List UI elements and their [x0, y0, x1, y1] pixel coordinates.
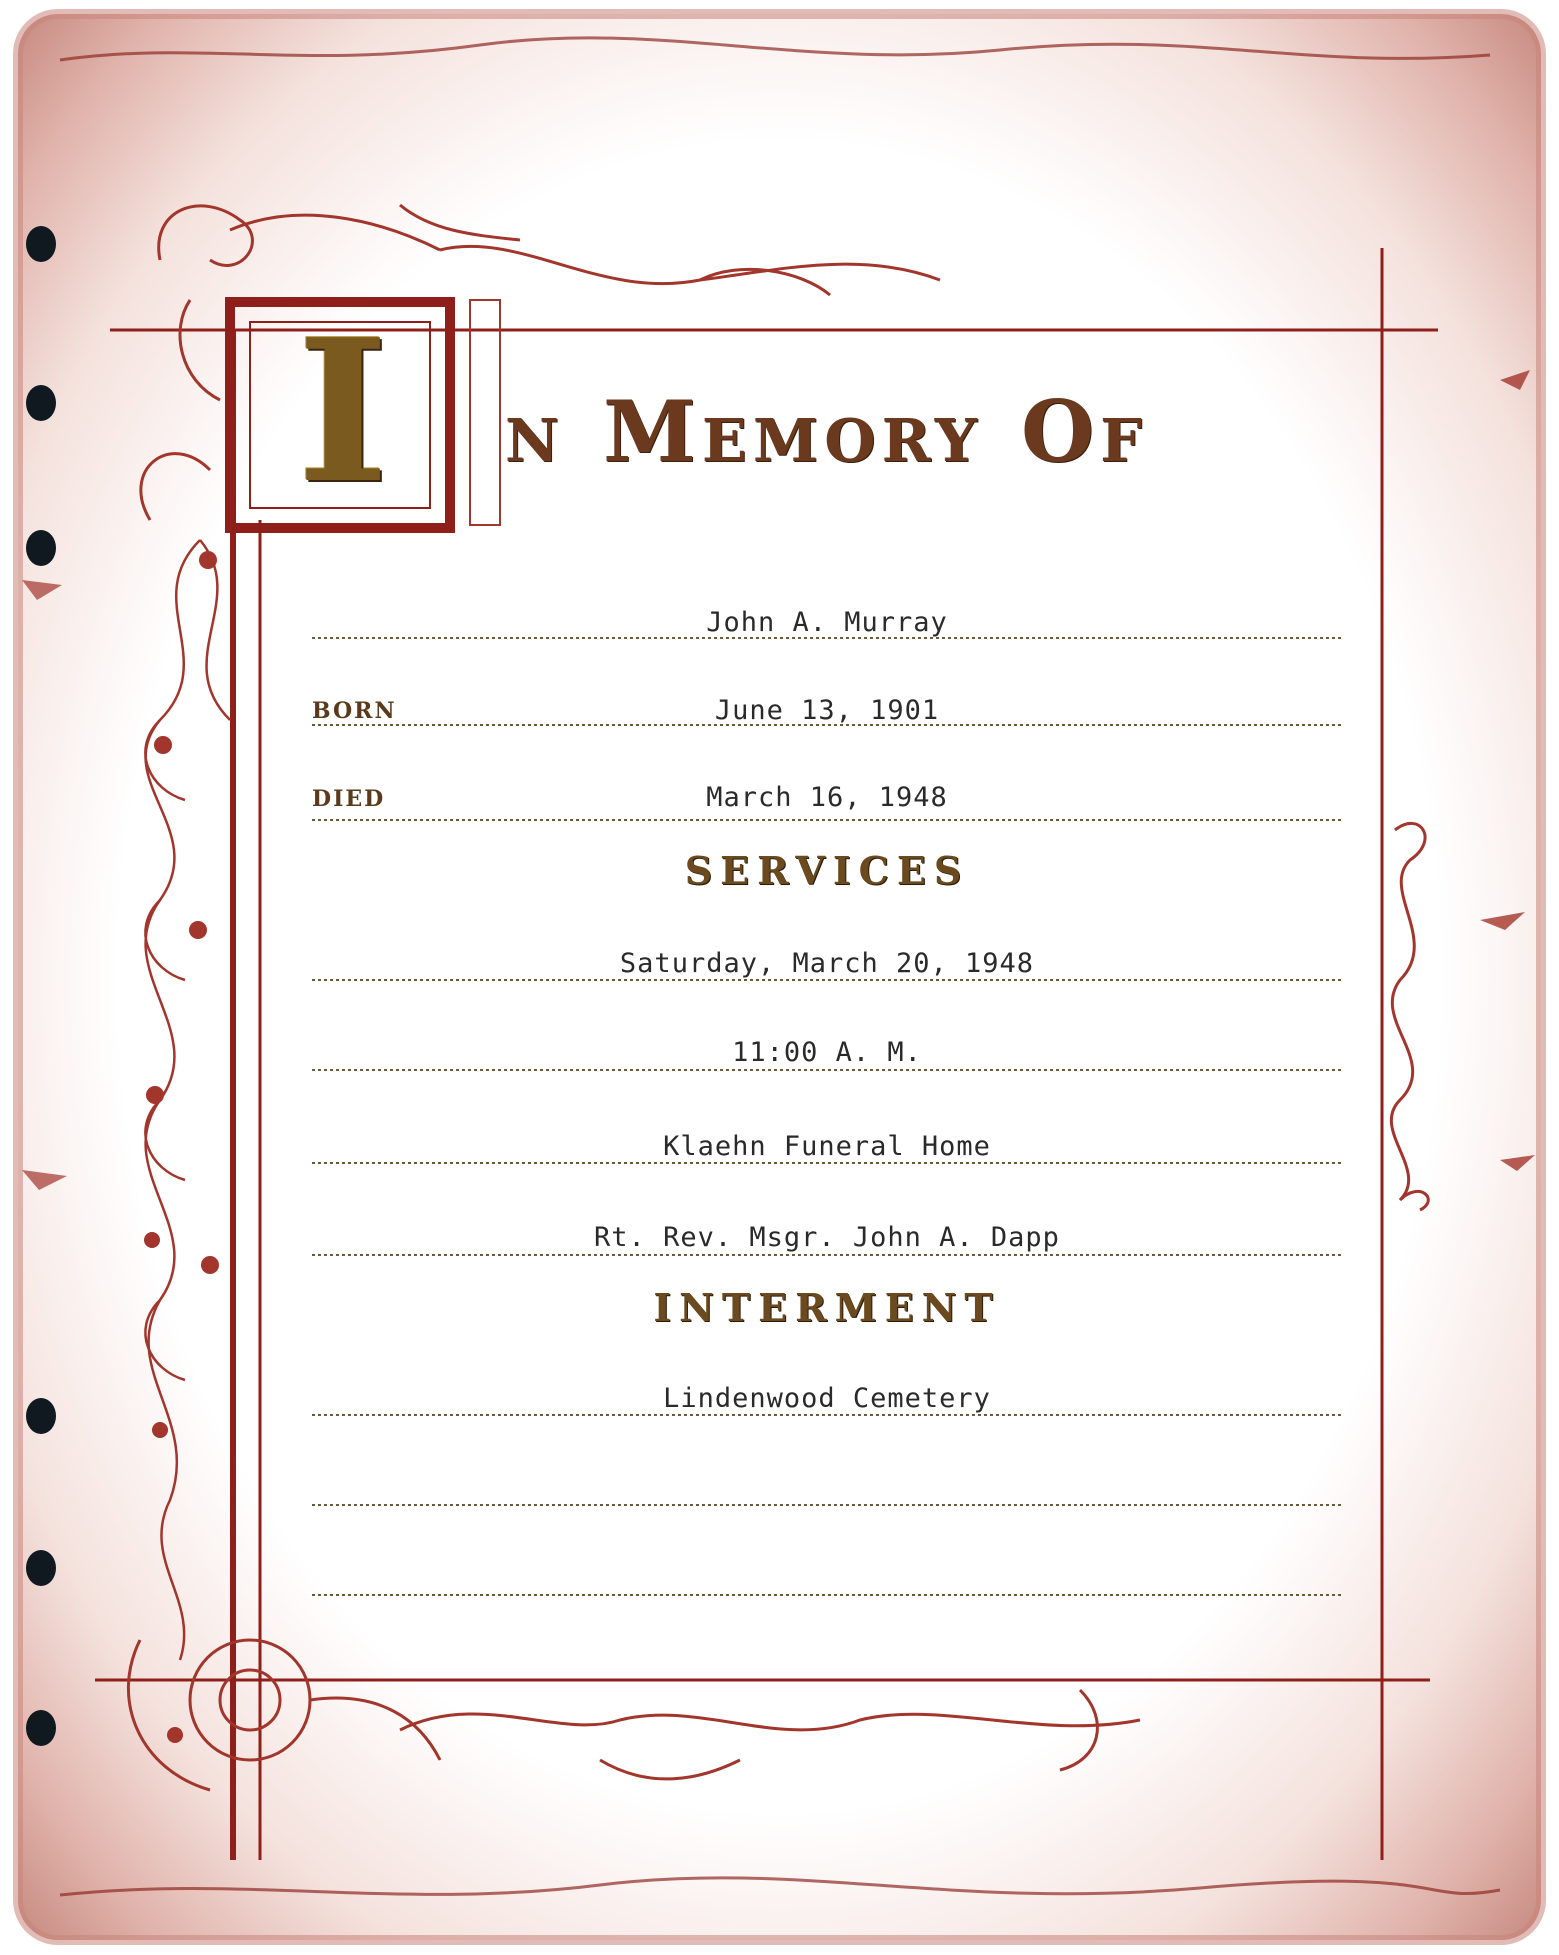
flourish-icon [128, 1640, 1140, 1790]
officiant: Rt. Rev. Msgr. John A. Dapp [594, 1222, 1060, 1253]
title-word-memory: Memory [602, 382, 983, 481]
service-place: Klaehn Funeral Home [663, 1131, 991, 1162]
binder-hole-icon [26, 1398, 56, 1434]
services-heading: SERVICES [684, 848, 970, 893]
page-title [505, 382, 1148, 492]
binder-hole-icon [26, 530, 56, 566]
service-time: 11:00 A. M. [732, 1037, 922, 1068]
title-word-of: Of [1020, 382, 1148, 481]
died-date: March 16, 1948 [706, 782, 948, 813]
interment-heading: INTERMENT [653, 1285, 1001, 1330]
cemetery: Lindenwood Cemetery [663, 1383, 991, 1414]
service-date: Saturday, March 20, 1948 [619, 948, 1035, 979]
flourish-icon [1391, 823, 1428, 1210]
binder-hole-icon [26, 385, 56, 421]
drop-cap-letter: I [297, 297, 389, 527]
born-date: June 13, 1901 [714, 695, 940, 726]
binder-hole-icon [26, 1710, 56, 1746]
binder-hole-icon [26, 1550, 56, 1586]
born-label: BORN [312, 698, 397, 724]
died-label: DIED [312, 786, 386, 812]
title-word-n: n [505, 382, 565, 481]
binder-hole-icon [26, 226, 56, 262]
berry-icon [144, 551, 219, 1743]
deceased-name: John A. Murray [706, 607, 948, 638]
